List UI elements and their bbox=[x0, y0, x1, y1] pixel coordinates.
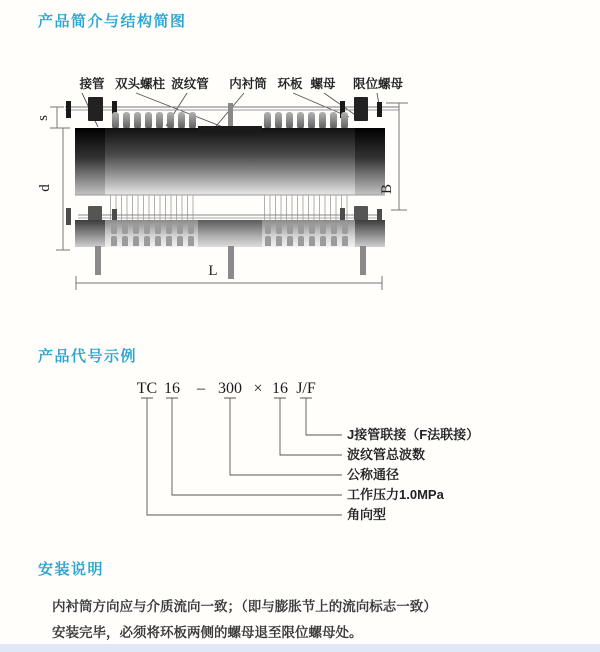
code-callout-labels bbox=[347, 427, 479, 522]
part-label-bellows: 波纹管 bbox=[171, 77, 209, 91]
section-title-structure: 产品简介与结构简图 bbox=[38, 13, 187, 30]
part-labels bbox=[78, 76, 403, 91]
bellows-upper-left bbox=[112, 112, 196, 129]
code-seg-waves: 16 bbox=[272, 380, 288, 397]
callout-connection: J接管联接（F法联接） bbox=[347, 427, 480, 442]
shell-upper bbox=[75, 126, 385, 195]
code-connectors bbox=[147, 398, 342, 515]
installation-line-2: 安装完毕，必须将环板两侧的螺母退至限位螺母处。 bbox=[52, 625, 363, 640]
part-label-limit-nut: 限位螺母 bbox=[352, 77, 404, 91]
part-label-stud: 双头螺柱 bbox=[114, 77, 166, 91]
hanging-rods bbox=[95, 246, 366, 279]
pipe-end-left bbox=[75, 128, 105, 195]
dim-label-b: B bbox=[379, 183, 395, 195]
inner-sleeve-band bbox=[198, 126, 262, 133]
installation-notes bbox=[52, 594, 552, 646]
part-label-ring-plate: 环板 bbox=[277, 77, 303, 91]
product-code-example bbox=[0, 368, 600, 533]
expansion-joint-diagram bbox=[0, 60, 480, 310]
code-seg-times: × bbox=[253, 380, 263, 397]
dim-label-s: s bbox=[35, 115, 51, 121]
code-seg-pressure: 16 bbox=[164, 380, 180, 397]
callout-wave-count: 波纹管总波数 bbox=[347, 447, 426, 462]
center-rod bbox=[228, 103, 233, 129]
callout-angular-type: 角向型 bbox=[347, 507, 387, 522]
dim-label-d: d bbox=[37, 184, 53, 192]
page-bottom-band bbox=[0, 644, 600, 652]
bellows-upper-right bbox=[264, 112, 348, 129]
shell-lower bbox=[75, 220, 385, 247]
dimension-d bbox=[37, 128, 70, 250]
code-seg-connection: J/F bbox=[296, 380, 316, 397]
part-label-connecting-pipe: 接管 bbox=[79, 77, 105, 91]
code-seg-dash: – bbox=[197, 380, 205, 397]
section-title-product-code: 产品代号示例 bbox=[38, 348, 138, 365]
code-segments bbox=[137, 380, 316, 397]
section-title-installation: 安装说明 bbox=[38, 561, 105, 578]
callout-working-pressure: 工作压力1.0MPa bbox=[347, 487, 444, 502]
dimension-s bbox=[35, 107, 64, 128]
dim-label-l: L bbox=[208, 263, 218, 279]
code-seg-type: TC bbox=[136, 380, 158, 397]
code-seg-diameter: 300 bbox=[218, 380, 242, 397]
part-label-inner-sleeve: 内衬筒 bbox=[229, 77, 267, 91]
callout-nominal-diameter: 公称通径 bbox=[347, 467, 400, 482]
installation-line-1: 内衬筒方向应与介质流向一致；（即与膨胀节上的流向标志一致） bbox=[52, 599, 437, 614]
part-label-nut: 螺母 bbox=[310, 77, 336, 91]
